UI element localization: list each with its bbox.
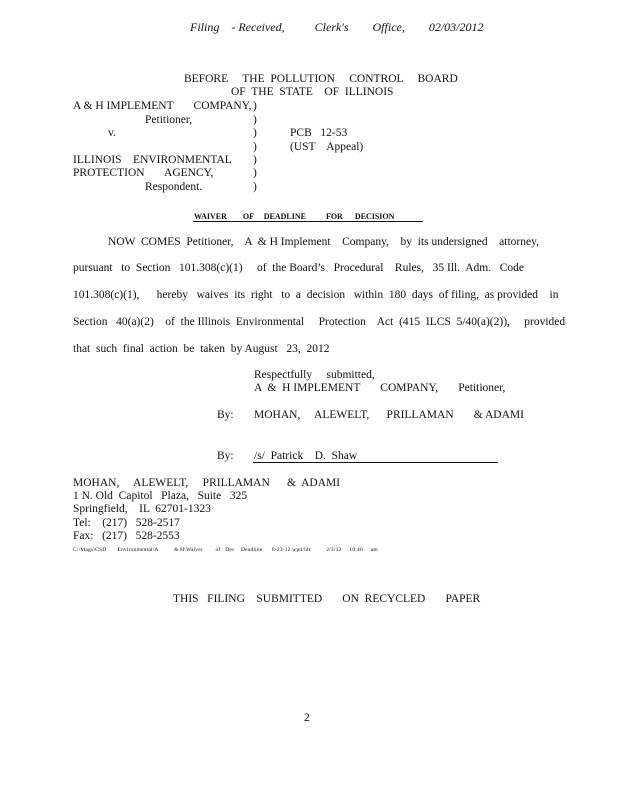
respondent-role: Respondent. bbox=[145, 181, 203, 193]
caption-paren: ) bbox=[253, 154, 257, 166]
firm-telephone: Tel: (217) 528-2517 bbox=[73, 517, 180, 529]
petitioner-role: Petitioner, bbox=[145, 114, 193, 126]
respectfully-submitted: Respectfully submitted, bbox=[254, 369, 375, 381]
respondent-name-line2: PROTECTION AGENCY, bbox=[73, 167, 214, 179]
caption-paren: ) bbox=[253, 114, 257, 126]
filing-header: Filing - Received, Clerk's Office, 02/03/2012 bbox=[190, 20, 484, 34]
firm-fax: Fax: (217) 528-2553 bbox=[73, 530, 180, 542]
signature-line bbox=[253, 462, 498, 463]
board-title-line1: BEFORE THE POLLUTION CONTROL BOARD bbox=[184, 73, 458, 85]
signed-name: /s/ Patrick D. Shaw bbox=[254, 450, 358, 462]
caption-paren: ) bbox=[253, 100, 257, 112]
case-number: PCB 12-53 bbox=[290, 127, 348, 139]
by-label-1: By: bbox=[217, 409, 234, 421]
caption-paren: ) bbox=[253, 181, 257, 193]
body-line-2: pursuant to Section 101.308(c)(1) of the Board’s Procedural Rules, 35 Ill. Adm. Code bbox=[73, 262, 524, 274]
recycled-paper-notice: THIS FILING SUBMITTED ON RECYCLED PAPER bbox=[173, 593, 481, 605]
respondent-name-line1: ILLINOIS ENVIRONMENTAL bbox=[73, 154, 232, 166]
body-line-5: that such final action be taken by August 23, 2012 bbox=[73, 343, 330, 355]
caption-paren: ) bbox=[253, 141, 257, 153]
document-title: WAIVER OF DEADLINE FOR DECISION bbox=[194, 212, 395, 221]
petitioner-name: A & H IMPLEMENT COMPANY, bbox=[73, 100, 252, 112]
caption-paren: ) bbox=[253, 127, 257, 139]
body-line-3: 101.308(c)(1), hereby waives its right to a decision within 180 days of filing, as provided in bbox=[73, 289, 559, 301]
page-number: 2 bbox=[304, 712, 310, 724]
body-line-1: NOW COMES Petitioner, A & H Implement Company, by its undersigned attorney, bbox=[108, 236, 539, 248]
signature-party: A & H IMPLEMENT COMPANY, Petitioner, bbox=[254, 382, 506, 394]
caption-paren: ) bbox=[253, 167, 257, 179]
versus: v. bbox=[108, 127, 116, 139]
file-path: C:\Mags\CSD Environmental\A & H\Waiver of Dec Deadline 8-23-12.wpd/ldt 2/3/12 10:46 am bbox=[73, 547, 378, 553]
signature-firm: MOHAN, ALEWELT, PRILLAMAN & ADAMI bbox=[254, 409, 524, 421]
firm-address-line1: 1 N. Old Capitol Plaza, Suite 325 bbox=[73, 490, 248, 502]
board-title-line2: OF THE STATE OF ILLINOIS bbox=[231, 86, 394, 98]
case-type: (UST Appeal) bbox=[290, 141, 364, 153]
body-line-4: Section 40(a)(2) of the Illinois Environmental Protection Act (415 ILCS 5/40(a)(2)), provided bbox=[73, 316, 566, 328]
firm-address-line2: Springfield, IL 62701-1323 bbox=[73, 503, 211, 515]
by-label-2: By: bbox=[217, 450, 234, 462]
firm-name: MOHAN, ALEWELT, PRILLAMAN & ADAMI bbox=[73, 477, 341, 489]
title-underline bbox=[193, 221, 423, 222]
